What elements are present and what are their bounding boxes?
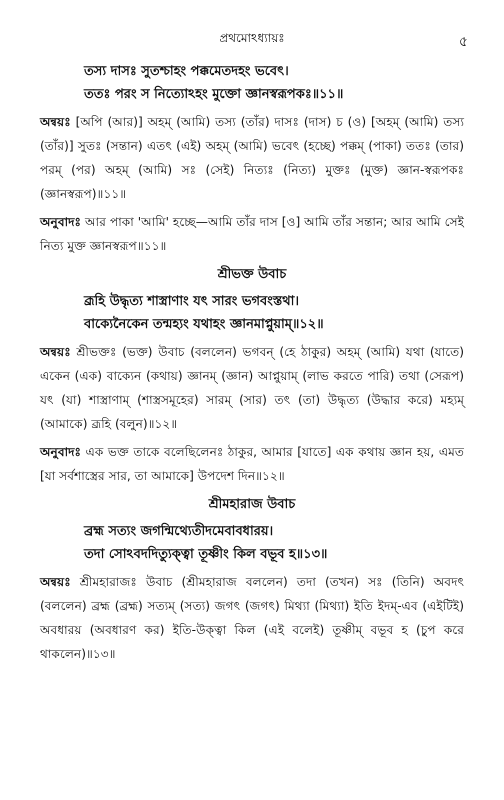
- page-header: [0, 30, 504, 50]
- verse-11-line-2: ততঃ পরং স নিত্যোঽহং মুক্তো জ্ঞানস্বরূপকঃ॥১১॥: [84, 87, 344, 102]
- speaker-heading-12: শ্রীভক্ত উবাচ: [217, 267, 287, 282]
- anvaya-label: অন্বয়ঃ: [40, 575, 71, 589]
- verse-13-line-2: তদা সোঽবদদিত্যুক্ত্বা তূষ্ণীং কিল বভূব হ॥১৩॥: [84, 547, 328, 562]
- anvaya-12: [40, 340, 464, 436]
- anuvada-12: [40, 440, 464, 488]
- page-number: ৫: [458, 34, 468, 50]
- anuvada-label: অনুবাদঃ: [40, 215, 82, 229]
- running-title: প্রথমোঽধ্যায়ঃ: [219, 31, 285, 45]
- verse-12-line-2: বাক্যেনৈকেন তন্মহ্যং যথাহং জ্ঞানমাপ্নুয়াম্॥১২॥: [84, 317, 324, 332]
- page-content: [40, 60, 464, 666]
- anvaya-text: [অপি (আর)] অহম্ (আমি) তস্য (তাঁর) দাসঃ (দাস) চ (ও) [অহম্ (আমি) তস্য (তাঁর)] সুতঃ (সন্তান) এতৎ (এই) অহম্ (আমি) ভবেৎ (হচ্ছে) পক্কম্ (পাকা) ততঃ (তার) পরম্ (পর) অহম্ (আমি) সঃ (সেই) নিত্যঃ (নিত্য) মুক্তঃ (মুক্ত) জ্ঞান-স্বরূপকঃ (জ্ঞানস্বরূপ)॥১১॥: [40, 115, 464, 201]
- anvaya-13: [40, 570, 464, 666]
- anuvada-11: [40, 210, 464, 258]
- anvaya-text: শ্রীভক্তঃ (ভক্ত) উবাচ (বললেন) ভগবন্ (হে ঠাকুর) অহম্ (আমি) যথা (যাতে) একেন (এক) বাক্যেন (কথায়) জ্ঞানম্ (জ্ঞান) আপ্নুয়াম্ (লাভ করতে পারি) তথা (সেরূপ) যৎ (যা) শাস্ত্রাণাম্ (শাস্ত্রসমূহের) সারম্ (সার) তৎ (তা) উদ্ধৃত্য (উদ্ধার করে) মহ্যম্ (আমাকে) ব্রূহি (বলুন)॥১২॥: [40, 345, 465, 431]
- anuvada-text: আর পাকা 'আমি' হচ্ছে—আমি তাঁর দাস [ও] আমি তাঁর সন্তান; আর আমি সেই নিত্য মুক্ত জ্ঞানস্বরূপ॥১১॥: [40, 215, 464, 253]
- anuvada-label: অনুবাদঃ: [40, 445, 82, 459]
- anvaya-11: [40, 110, 464, 206]
- anuvada-text: এক ভক্ত তাকে বলেছিলেনঃ ঠাকুর, আমার [যাতে] এক কথায় জ্ঞান হয়, এমত [যা সর্বশাস্ত্রের সার, তা আমাকে] উপদেশ দিন॥১২॥: [40, 445, 465, 483]
- verse-13-line-1: ব্রহ্ম সত্যং জগন্মিথ্যেতীদমেবাবধারয়।: [84, 524, 274, 539]
- anvaya-label: অন্বয়ঃ: [40, 115, 71, 129]
- speaker-heading-13: শ্রীমহারাজ উবাচ: [208, 497, 296, 512]
- verse-11-line-1: তস্য দাসঃ সুতশ্চাহং পক্কমেতদহং ভবেৎ।: [84, 64, 289, 79]
- verse-12-line-1: ব্রূহি উদ্ধৃত্য শাস্ত্রাণাং যৎ সারং ভগবংস্তথা।: [84, 294, 300, 309]
- anvaya-label: অন্বয়ঃ: [40, 345, 71, 359]
- anvaya-text: শ্রীমহারাজঃ উবাচ (শ্রীমহারাজ বললেন) তদা (তখন) সঃ (তিনি) অবদৎ (বললেন) ব্রহ্ম (ব্রহ্ম) সত্যম্ (সত্য) জগৎ (জগৎ) মিথ্যা (মিথ্যা) ইতি ইদম্-এব (এইটিই) অবধারয় (অবধারণ কর) ইতি-উক্ত্বা কিল (এই বলেই) তূষ্ণীম্ বভূব হ (চুপ করে থাকলেন)॥১৩॥: [40, 575, 465, 661]
